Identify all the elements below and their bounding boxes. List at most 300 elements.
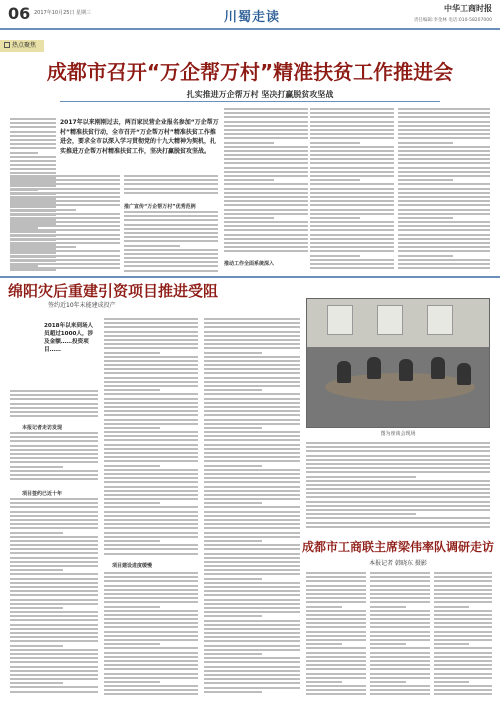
text-line	[398, 213, 490, 215]
text-line	[204, 481, 300, 483]
text-line	[104, 381, 198, 383]
text-line	[306, 639, 366, 641]
text-line	[104, 601, 198, 603]
text-line	[10, 594, 98, 596]
text-line	[10, 653, 98, 655]
text-line	[306, 652, 366, 654]
text-line	[398, 108, 490, 110]
text-line	[204, 649, 300, 651]
text-line	[10, 453, 98, 455]
text-line	[104, 360, 198, 362]
text-line	[10, 611, 98, 613]
text-line	[398, 217, 453, 219]
text-line	[434, 643, 469, 645]
article1-body-col5	[310, 108, 394, 274]
text-line	[306, 618, 366, 620]
text-line	[10, 390, 98, 392]
text-line	[370, 626, 430, 628]
text-line	[124, 183, 218, 185]
text-line	[224, 188, 308, 190]
text-line	[204, 661, 300, 663]
text-line	[398, 259, 490, 261]
text-line	[204, 343, 300, 345]
text-line	[398, 154, 490, 156]
text-line	[306, 496, 490, 498]
text-line	[104, 318, 198, 320]
date-line: 2017年10月25日 星期三	[34, 10, 92, 16]
text-line	[104, 536, 198, 538]
text-line	[310, 129, 394, 131]
text-line	[434, 677, 492, 679]
text-line	[10, 415, 98, 417]
text-line	[370, 635, 430, 637]
text-line	[104, 652, 198, 654]
text-line	[306, 610, 366, 612]
text-line	[204, 632, 300, 634]
text-line	[398, 255, 453, 257]
text-line	[306, 681, 342, 683]
text-line	[10, 686, 98, 688]
text-line	[204, 553, 300, 555]
text-line	[204, 368, 300, 370]
text-line	[104, 631, 198, 633]
text-line	[204, 607, 300, 609]
divider	[60, 101, 440, 102]
text-line	[104, 494, 198, 496]
text-line	[104, 423, 198, 425]
text-line	[310, 116, 394, 118]
text-line	[224, 213, 308, 215]
text-line	[104, 448, 198, 450]
text-line	[434, 631, 492, 633]
text-line	[10, 242, 120, 244]
text-line	[10, 666, 98, 668]
text-line	[104, 647, 198, 649]
text-line	[398, 188, 490, 190]
text-line	[104, 331, 198, 333]
text-line	[224, 209, 308, 211]
text-line	[10, 449, 98, 451]
text-line	[224, 108, 308, 110]
section-divider	[0, 276, 500, 278]
text-line	[104, 402, 198, 404]
text-line	[10, 209, 76, 211]
text-line	[10, 466, 63, 468]
text-line	[104, 356, 198, 358]
section-tag	[0, 40, 44, 52]
text-line	[104, 668, 198, 670]
text-line	[310, 204, 394, 206]
text-line	[310, 179, 360, 181]
text-line	[204, 666, 300, 668]
text-line	[398, 175, 490, 177]
text-line	[370, 593, 430, 595]
text-line	[310, 146, 394, 148]
text-line	[10, 645, 63, 647]
text-line	[434, 668, 492, 670]
text-line	[310, 229, 394, 231]
text-line	[204, 590, 300, 592]
text-line	[204, 377, 300, 379]
text-line	[104, 419, 198, 421]
text-line	[10, 188, 120, 190]
text-line	[434, 664, 492, 666]
text-line	[10, 474, 98, 476]
text-line	[104, 519, 198, 521]
text-line	[204, 381, 300, 383]
text-line	[434, 580, 492, 582]
article2-body-col1c	[10, 498, 98, 698]
text-line	[306, 476, 416, 478]
text-line	[124, 245, 180, 247]
text-line	[434, 689, 492, 691]
text-line	[124, 188, 218, 190]
text-line	[204, 439, 300, 441]
text-line	[10, 152, 38, 154]
text-line	[204, 561, 300, 563]
text-line	[104, 452, 198, 454]
text-line	[104, 469, 198, 471]
text-line	[204, 523, 300, 525]
text-line	[434, 601, 492, 603]
text-line	[204, 486, 300, 488]
text-line	[204, 548, 300, 550]
text-line	[204, 322, 300, 324]
text-line	[204, 352, 262, 354]
text-line	[306, 492, 490, 494]
text-line	[104, 580, 198, 582]
article2-body-col2a	[104, 318, 198, 558]
text-line	[10, 582, 98, 584]
column-title: 川蜀走读	[224, 10, 281, 25]
text-line	[398, 204, 490, 206]
article1-title: 成都市召开“万企帮万村”精准扶贫工作推进会	[46, 60, 454, 84]
text-line	[124, 211, 218, 213]
text-line	[224, 234, 308, 236]
text-line	[370, 610, 430, 612]
text-line	[10, 234, 120, 236]
text-line	[310, 133, 394, 135]
text-line	[104, 606, 160, 608]
text-line	[434, 660, 492, 662]
text-line	[204, 423, 300, 425]
text-line	[370, 606, 406, 608]
article2-subhead-2: 项目签约已近十年	[22, 491, 63, 497]
text-line	[10, 267, 120, 269]
text-line	[370, 689, 430, 691]
text-line	[104, 597, 198, 599]
paper-name: 中华工商时报	[444, 4, 492, 13]
text-line	[204, 565, 300, 567]
text-line	[104, 572, 198, 574]
text-line	[10, 657, 98, 659]
text-line	[104, 593, 198, 595]
text-line	[10, 213, 120, 215]
text-line	[204, 427, 262, 429]
text-line	[104, 502, 160, 504]
text-line	[204, 620, 300, 622]
text-line	[310, 238, 394, 240]
text-line	[310, 167, 394, 169]
text-line	[124, 224, 218, 226]
text-line	[124, 270, 218, 272]
text-line	[370, 647, 430, 649]
text-line	[434, 576, 492, 578]
text-line	[434, 589, 492, 591]
text-line	[204, 410, 300, 412]
text-line	[10, 160, 56, 162]
text-line	[434, 626, 492, 628]
text-line	[204, 502, 262, 504]
text-line	[10, 250, 120, 252]
text-line	[10, 532, 63, 534]
text-line	[306, 677, 366, 679]
text-line	[224, 137, 308, 139]
text-line	[10, 515, 98, 517]
text-line	[370, 631, 430, 633]
text-line	[104, 414, 198, 416]
text-line	[310, 108, 394, 110]
text-line	[434, 635, 492, 637]
text-line	[310, 209, 394, 211]
text-line	[104, 527, 198, 529]
text-line	[104, 639, 198, 641]
text-line	[398, 263, 490, 265]
text-line	[204, 465, 262, 467]
text-line	[398, 221, 490, 223]
text-line	[306, 501, 490, 503]
text-line	[204, 519, 300, 521]
text-line	[306, 673, 366, 675]
text-line	[104, 343, 198, 345]
text-line	[310, 112, 394, 114]
text-line	[224, 242, 308, 244]
text-line	[204, 540, 262, 542]
text-line	[10, 565, 98, 567]
text-line	[434, 610, 492, 612]
text-line	[204, 460, 300, 462]
text-line	[398, 229, 490, 231]
text-line	[104, 635, 198, 637]
text-line	[10, 131, 56, 133]
text-line	[204, 335, 300, 337]
text-line	[204, 687, 300, 689]
text-line	[104, 664, 198, 666]
article2-subtitle: 签约近10年未能建成投产	[48, 302, 116, 309]
text-line	[204, 331, 300, 333]
article2-subhead-3: 项目建设进度缓慢	[112, 563, 153, 569]
text-line	[398, 112, 490, 114]
text-line	[10, 255, 120, 257]
text-line	[124, 175, 218, 177]
article3-subtitle: 本报记者 韩晓东 摄影	[369, 560, 427, 567]
text-line	[434, 693, 492, 695]
text-line	[224, 133, 308, 135]
text-line	[10, 200, 120, 202]
text-line	[434, 622, 492, 624]
text-line	[224, 179, 274, 181]
text-line	[10, 498, 98, 500]
text-line	[398, 162, 490, 164]
text-line	[10, 691, 98, 693]
text-line	[306, 685, 366, 687]
text-line	[204, 406, 300, 408]
text-line	[10, 217, 120, 219]
text-line	[306, 463, 490, 465]
article1-body-col6	[398, 108, 490, 274]
text-line	[224, 150, 308, 152]
text-line	[104, 427, 160, 429]
text-line	[398, 183, 490, 185]
article1-body-col3a	[124, 175, 218, 199]
text-line	[224, 221, 308, 223]
text-line	[104, 610, 198, 612]
text-line	[310, 192, 394, 194]
text-line	[434, 673, 492, 675]
article2-body-col3	[204, 318, 300, 698]
text-line	[204, 594, 300, 596]
text-line	[370, 576, 430, 578]
text-line	[204, 515, 300, 517]
text-line	[104, 693, 198, 695]
text-line	[10, 470, 98, 472]
text-line	[10, 196, 120, 198]
text-line	[398, 267, 490, 269]
text-line	[204, 653, 262, 655]
text-line	[10, 603, 98, 605]
text-line	[10, 682, 63, 684]
text-line	[204, 318, 300, 320]
text-line	[306, 614, 366, 616]
text-line	[204, 511, 300, 513]
text-line	[434, 685, 492, 687]
text-line	[398, 121, 490, 123]
text-line	[224, 204, 308, 206]
text-line	[204, 569, 300, 571]
text-line	[10, 229, 120, 231]
section-tag-label: 热点聚焦	[12, 42, 37, 49]
text-line	[10, 139, 56, 141]
text-line	[224, 112, 308, 114]
text-line	[10, 221, 120, 223]
text-line	[306, 601, 366, 603]
text-line	[104, 614, 198, 616]
text-line	[310, 121, 394, 123]
text-line	[306, 626, 366, 628]
text-line	[124, 236, 218, 238]
text-line	[204, 393, 300, 395]
text-line	[204, 326, 300, 328]
text-line	[434, 639, 492, 641]
meeting-photo	[306, 298, 490, 428]
text-line	[10, 394, 98, 396]
text-line	[306, 446, 490, 448]
text-line	[104, 322, 198, 324]
text-line	[370, 601, 430, 603]
text-line	[10, 615, 98, 617]
text-line	[370, 652, 430, 654]
text-line	[204, 636, 300, 638]
text-line	[224, 175, 308, 177]
text-line	[10, 164, 56, 166]
text-line	[104, 326, 198, 328]
text-line	[310, 183, 394, 185]
text-line	[204, 469, 300, 471]
text-line	[10, 122, 56, 124]
text-line	[370, 660, 430, 662]
text-line	[10, 192, 120, 194]
text-line	[10, 478, 98, 480]
text-line	[306, 442, 490, 444]
text-line	[124, 257, 218, 259]
text-line	[104, 339, 198, 341]
text-line	[370, 614, 430, 616]
text-line	[10, 640, 98, 642]
text-line	[104, 465, 160, 467]
article1-body-col2	[10, 175, 120, 274]
text-line	[224, 171, 308, 173]
text-line	[10, 619, 98, 621]
text-line	[10, 527, 98, 529]
text-line	[10, 649, 98, 651]
text-line	[10, 523, 98, 525]
editor-line: 责任编辑:李金林 电话:010-58207000	[413, 18, 492, 23]
text-line	[306, 689, 366, 691]
text-line	[104, 643, 160, 645]
text-line	[104, 689, 198, 691]
text-line	[124, 261, 218, 263]
text-line	[204, 431, 300, 433]
text-line	[124, 215, 218, 217]
text-line	[398, 129, 490, 131]
text-line	[306, 459, 490, 461]
text-line	[10, 407, 98, 409]
text-line	[370, 622, 430, 624]
text-line	[10, 225, 120, 227]
text-line	[10, 461, 98, 463]
section-icon	[4, 42, 10, 48]
text-line	[204, 603, 300, 605]
text-line	[310, 150, 394, 152]
text-line	[310, 154, 394, 156]
text-line	[204, 360, 300, 362]
text-line	[104, 460, 198, 462]
text-line	[434, 618, 492, 620]
text-line	[310, 225, 394, 227]
text-line	[104, 431, 198, 433]
text-line	[224, 200, 308, 202]
text-line	[434, 572, 492, 574]
text-line	[224, 238, 308, 240]
text-line	[398, 209, 490, 211]
text-line	[204, 473, 300, 475]
text-line	[10, 561, 98, 563]
text-line	[398, 137, 490, 139]
text-line	[104, 622, 198, 624]
text-line	[104, 347, 198, 349]
text-line	[370, 597, 430, 599]
text-line	[370, 589, 430, 591]
text-line	[10, 259, 120, 261]
article1-lede: 2017年以来刚刚过去，两百家民营企业报名参加“万企帮万村”精准扶贫行动，全市召开“万企帮万村”精准扶贫工作推进会，要求全市以深入学习贯彻党的十九大精神为契机，扎实推进万企帮万村精准扶贫工作，坚决打赢脱贫攻坚战。	[60, 119, 219, 155]
text-line	[10, 238, 120, 240]
text-line	[370, 677, 430, 679]
text-line	[104, 544, 198, 546]
article1-subhead-1: 推广宣传“万企帮万村”优秀范例	[124, 204, 196, 210]
text-line	[398, 192, 490, 194]
text-line	[10, 183, 120, 185]
text-line	[204, 544, 300, 546]
